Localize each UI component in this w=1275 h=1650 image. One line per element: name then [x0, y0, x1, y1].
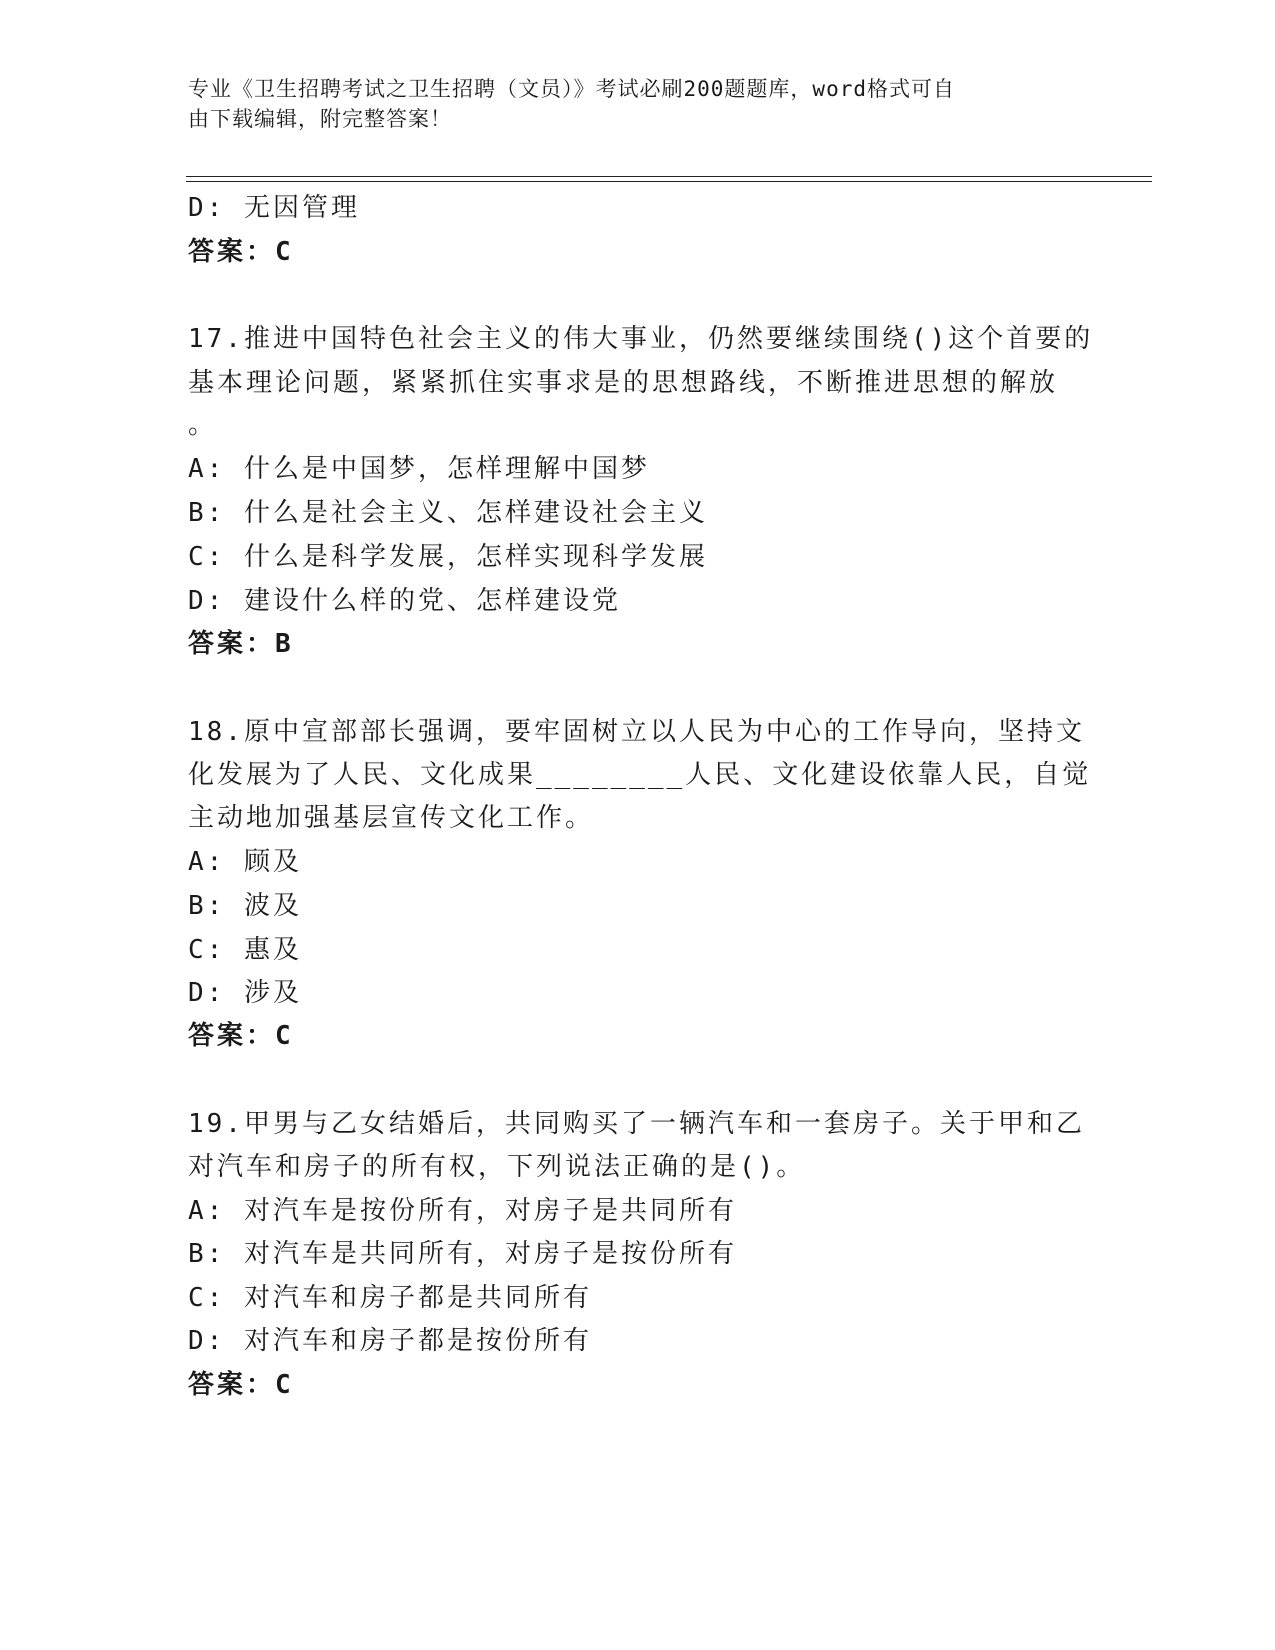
- q17-option-c: C: 什么是科学发展，怎样实现科学发展: [188, 542, 708, 572]
- q18-stem-line-3: 主动地加强基层宣传文化工作。: [188, 803, 595, 833]
- q18-option-a: A: 顾及: [188, 847, 302, 877]
- q17-stem-line-1: 17.推进中国特色社会主义的伟大事业，仍然要继续围绕()这个首要的: [188, 324, 1094, 354]
- q17-option-a: A: 什么是中国梦，怎样理解中国梦: [188, 454, 650, 484]
- q19-option-d: D: 对汽车和房子都是按份所有: [188, 1326, 592, 1356]
- q17-stem-line-3: 。: [188, 410, 218, 440]
- q18-answer: 答案：C: [188, 1021, 294, 1051]
- q19-stem-line-2: 对汽车和房子的所有权，下列说法正确的是()。: [188, 1152, 806, 1182]
- q17-option-b: B: 什么是社会主义、怎样建设社会主义: [188, 498, 708, 528]
- q19-stem-line-1: 19.甲男与乙女结婚后，共同购买了一辆汽车和一套房子。关于甲和乙: [188, 1109, 1085, 1139]
- q19-option-c: C: 对汽车和房子都是共同所有: [188, 1283, 592, 1313]
- header-divider-bottom: [186, 181, 1152, 182]
- q17-answer: 答案：B: [188, 629, 294, 659]
- q17-option-d: D: 建设什么样的党、怎样建设党: [188, 586, 621, 616]
- q16-option-d: D: 无因管理: [188, 193, 360, 223]
- q18-option-c: C: 惠及: [188, 935, 302, 965]
- header-line-2: 由下载编辑，附完整答案！: [188, 107, 452, 131]
- q19-option-b: B: 对汽车是共同所有，对房子是按份所有: [188, 1239, 737, 1269]
- q18-stem-line-2: 化发展为了人民、文化成果________人民、文化建设依靠人民，自觉: [188, 760, 1092, 790]
- q19-option-a: A: 对汽车是按份所有，对房子是共同所有: [188, 1196, 737, 1226]
- q16-answer: 答案：C: [188, 237, 294, 267]
- q19-answer: 答案：C: [188, 1370, 294, 1400]
- q17-stem-line-2: 基本理论问题，紧紧抓住实事求是的思想路线，不断推进思想的解放: [188, 368, 1059, 398]
- q18-stem-line-1: 18.原中宣部部长强调，要牢固树立以人民为中心的工作导向，坚持文: [188, 717, 1085, 747]
- header-line-1: 专业《卫生招聘考试之卫生招聘（文员）》考试必刷200题题库，word格式可自: [188, 77, 955, 101]
- q18-option-b: B: 波及: [188, 891, 302, 921]
- page-header: [188, 74, 1068, 134]
- q18-option-d: D: 涉及: [188, 978, 302, 1008]
- header-divider-top: [186, 176, 1152, 177]
